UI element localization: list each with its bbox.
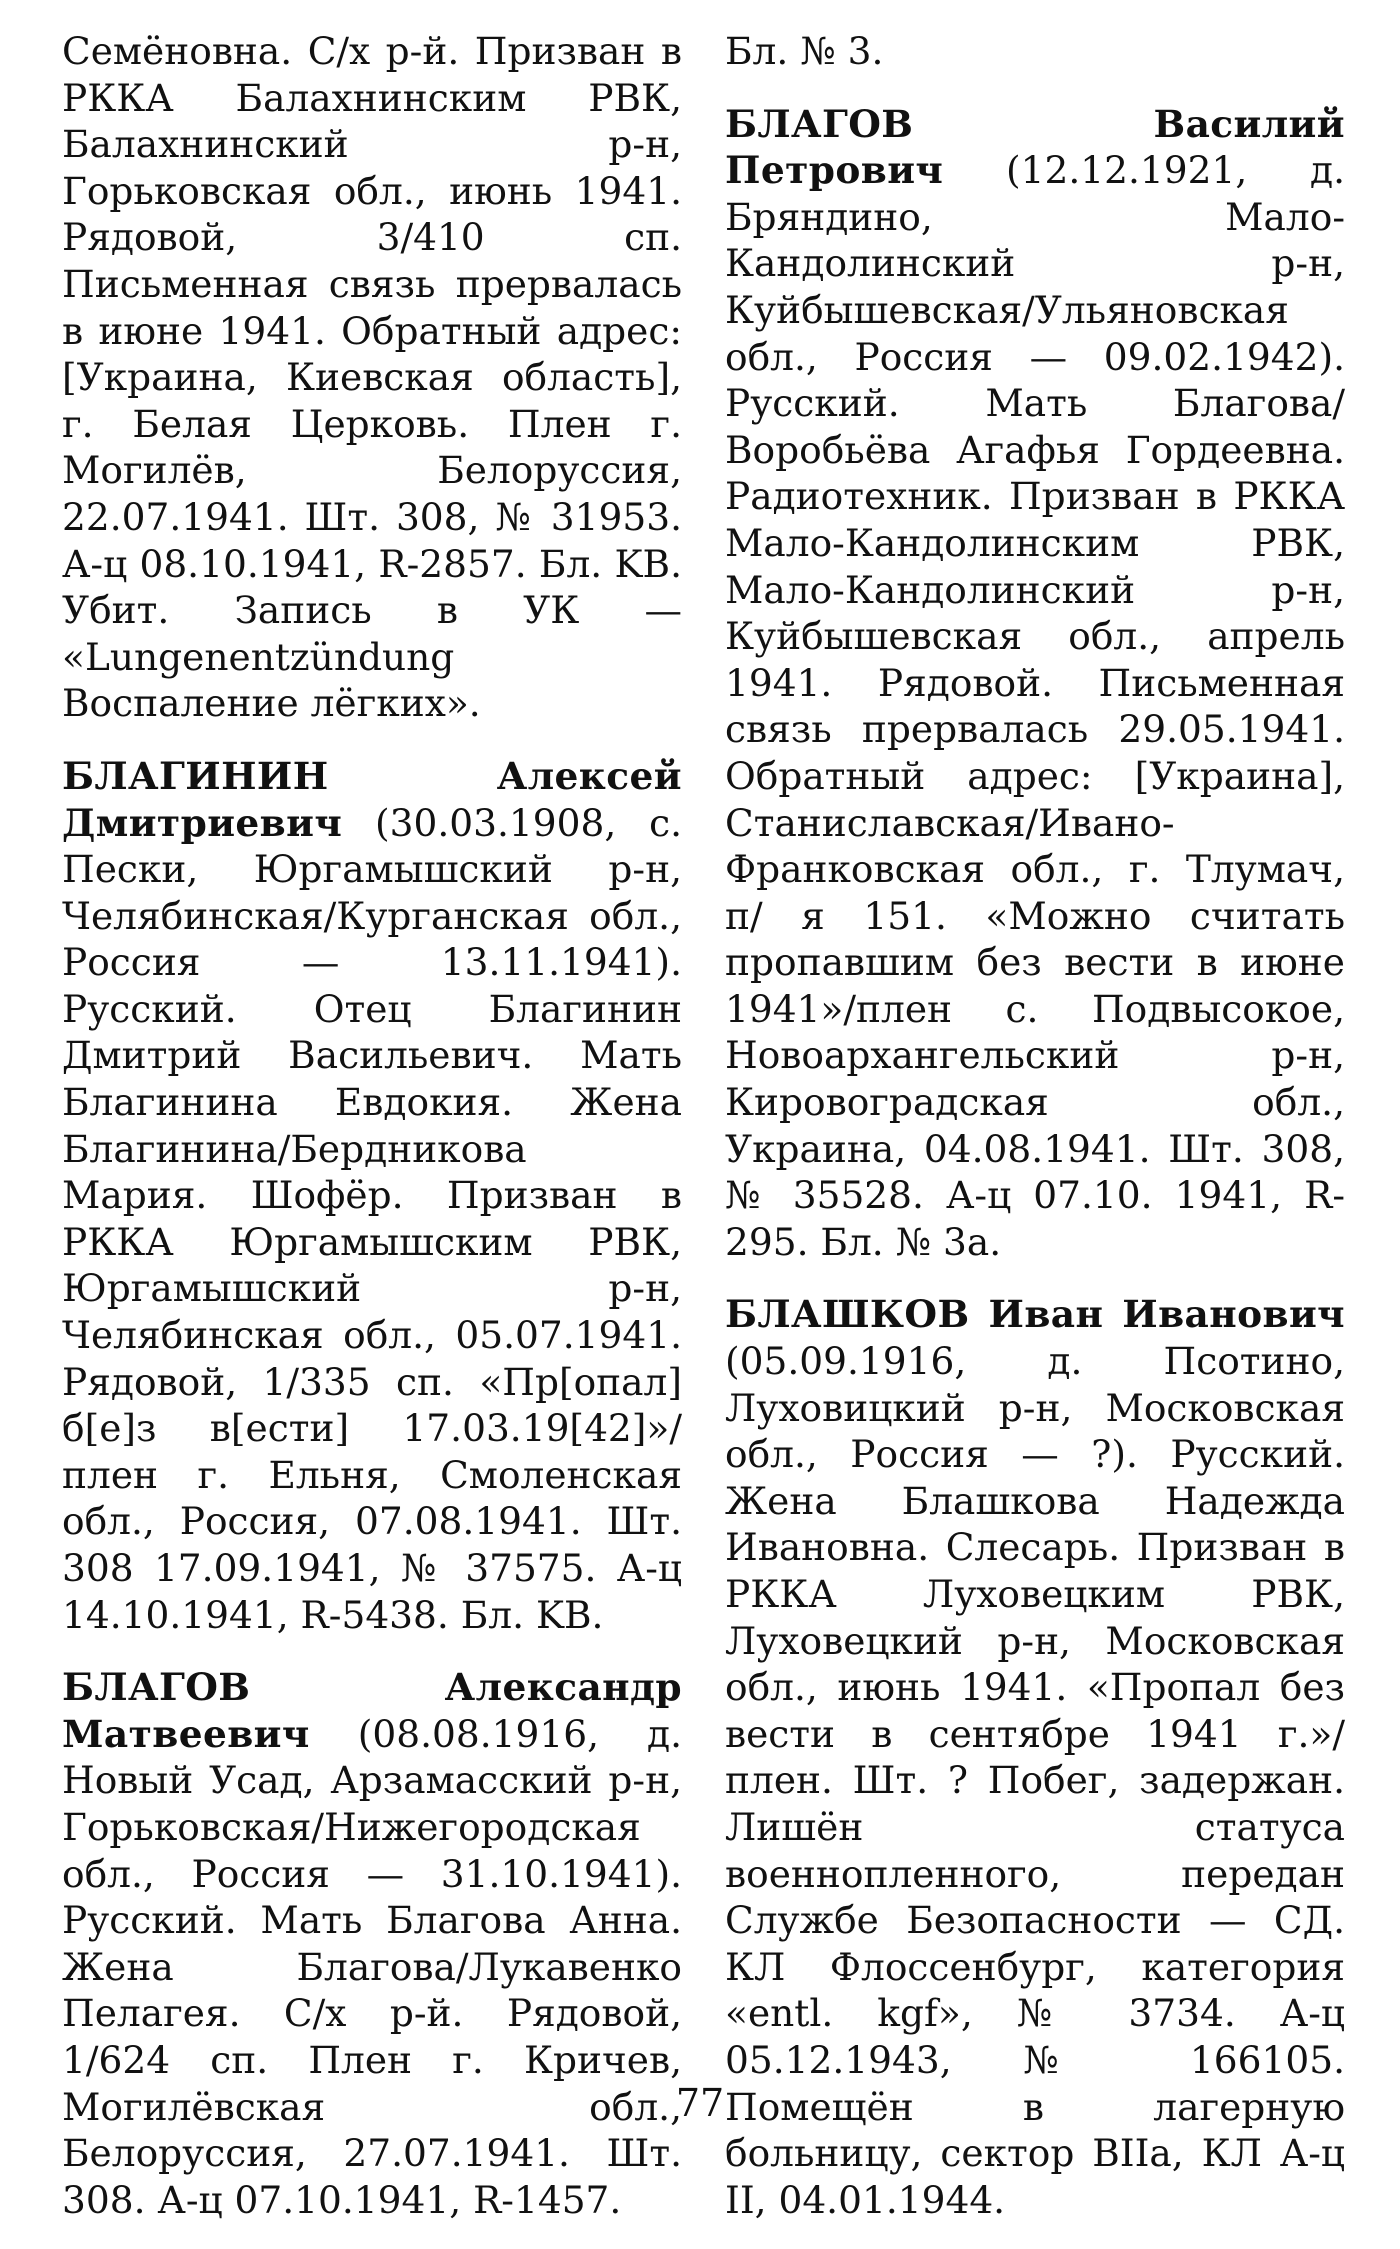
entry-body: (08.08.1916, д. Новый Усад, Арзамасский р-н, Горьковская/Нижегородская обл., Россия — 31.10.1941). Русский. Мать Благова Анна. Жена Благова/Лукавенко Пелагея. С/х р-й. Рядовой, 1/624 сп. Плен г. Кричев, Могилёвская обл., Белоруссия, 27.07.1941. Шт. 308. А-ц 07.10.1941, R-1457. [62, 1711, 682, 2222]
entry-blagov-aleksandr [62, 1664, 682, 2223]
entry-body: Семёновна. С/х р-й. Призван в РККА Балахнинским РВК, Балахнинский р-н, Горьковская обл., июнь 1941. Рядовой, 3/410 сп. Письменная связь прервалась в июне 1941. Обратный адрес: [Украина, Киевская область], г. Белая Церковь. Плен г. Могилёв, Белоруссия, 22.07.1941. Шт. 308, № 31953. А-ц 08.10.1941, R-2857. Бл. KB. Убит. Запись в УК — «Lungenentzündung Воспаление лёгких». [62, 29, 682, 726]
entry-heading: БЛАГОВ Александр Матвеевич [62, 1665, 682, 1756]
entry-body: (30.03.1908, с. Пески, Юргамышский р-н, Челябинская/Курганская обл., Россия — 13.11.1941). Русский. Отец Благинин Дмитрий Васильевич. Мать Благинина Евдокия. Жена Благинина/Бердникова Мария. Шофёр. Призван в РККА Юргамышским РВК, Юргамышский р-н, Челябинская обл., 05.07.1941. Рядовой, 1/335 сп. «Пр[опал] б[е]з в[ести] 17.03.19[42]»/плен г. Ельня, Смоленская обл., Россия, 07.08.1941. Шт. 308 17.09.1941, № 37575. А-ц 14.10.1941, R-5438. Бл. KB. [62, 800, 682, 1637]
page-number: 77 [675, 2081, 725, 2125]
entry-blagov-vasiliy [725, 101, 1345, 1266]
entry-heading: БЛАГОВ Василий Петрович [725, 101, 1345, 193]
entry-heading: БЛАШКОВ Иван Иванович [725, 1292, 1345, 1337]
entry-heading: БЛАГИНИН Алексей Дмитриевич [62, 753, 682, 845]
entry-body: (12.12.1921, д. Бряндино, Мало-Кандолинский р-н, Куйбышевская/Ульяновская обл., Россия — 09.02.1942). Русский. Мать Благова/Воробьёва Агафья Гордеевна. Радиотехник. Призван в РККА Мало-Кандолинским РВК, Мало-Кандолинский р-н, Куйбышевская обл., апрель 1941. Рядовой. Письменная связь прервалась 29.05.1941. Обратный адрес: [Украина], Станиславская/Ивано-Франковская обл., г. Тлумач, п/ я 151. «Можно считать пропавшим без вести в июне 1941»/плен с. Подвысокое, Новоархангельский р-н, Кировоградская обл., Украина, 04.08.1941. Шт. 308, № 35528. А-ц 07.10. 1941, R-295. Бл. № 3а. [725, 148, 1345, 1264]
left-column [62, 28, 682, 2249]
entry-continuation [725, 28, 1345, 75]
entry-body: Бл. № 3. [725, 29, 884, 73]
right-column [725, 28, 1345, 2249]
entry-body: (05.09.1916, д. Псотино, Луховицкий р-н, Московская обл., Россия — ?). Русский. Жена Блашкова Надежда Ивановна. Слесарь. Призван в РККА Луховецким РВК, Луховецкий р-н, Московская обл., июнь 1941. «Пропал без вести в сентябре 1941 г.»/плен. Шт. ? Побег, задержан. Лишён статуса военнопленного, передан Службе Безопасности — СД. КЛ Флоссенбург, категория «entl. kgf», № 3734. А-ц 05.12.1943, № 166105. Помещён в лагерную больницу, сектор BIIa, КЛ А-ц II, 04.01.1944. [725, 1339, 1345, 2222]
entry-continuation [62, 28, 682, 727]
entry-blaginin [62, 753, 682, 1638]
